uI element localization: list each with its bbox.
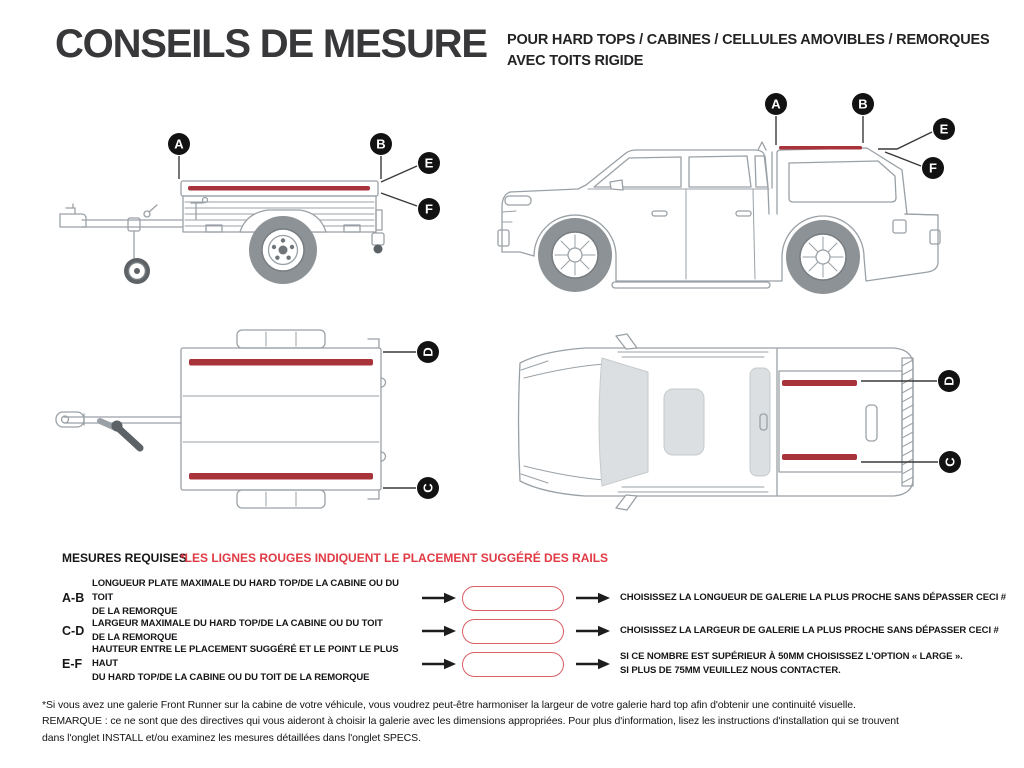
page-title: CONSEILS DE MESURE	[55, 22, 487, 66]
marker-b	[852, 93, 874, 115]
measurement-row-cd	[62, 615, 1006, 647]
measure-instruction: CHOISISSEZ LA LONGUEUR DE GALERIE LA PLUS PROCHE SANS DÉPASSER CECI #	[620, 591, 1006, 603]
rail-line-top-truck-c	[782, 454, 857, 460]
marker-c	[417, 477, 439, 499]
marker-b	[370, 133, 392, 155]
rail-line-side-trailer	[188, 186, 370, 191]
arrow-right-icon	[576, 592, 610, 604]
svg-text:B: B	[376, 136, 386, 152]
subtitle-line-1: POUR HARD TOPS / CABINES / CELLULES AMOVIBLES / REMORQUES	[507, 32, 990, 48]
measurement-value-field	[462, 619, 564, 644]
rail-line-top-trailer-d	[189, 359, 373, 366]
measure-id: C-D	[62, 624, 85, 638]
svg-text:A: A	[174, 136, 184, 152]
footnote-line-1: *Si vous avez une galerie Front Runner sur la cabine de votre véhicule, vous voudrez peut-être harmoniser la largeur de votre galerie hard top afin d'obtenir une continuité visuelle.	[42, 699, 856, 711]
marker-d	[417, 341, 439, 363]
arrow-right-icon	[422, 658, 456, 670]
measure-description: LONGUEUR PLATE MAXIMALE DU HARD TOP/DE LA CABINE OU DU TOIT DE LA REMORQUE	[92, 578, 399, 617]
marker-f	[922, 157, 944, 179]
rail-line-top-truck-d	[782, 380, 857, 386]
marker-e	[933, 118, 955, 140]
svg-text:E: E	[939, 121, 949, 137]
measure-description: HAUTEUR ENTRE LE PLACEMENT SUGGÉRÉ ET LE POINT LE PLUS HAUT DU HARD TOP/DE LA CABINE OU DU TOIT DE LA REMORQUE	[92, 644, 399, 683]
svg-text:D: D	[420, 347, 436, 357]
footnote	[42, 697, 1000, 746]
svg-text:C: C	[942, 457, 958, 467]
measure-instruction: CHOISISSEZ LA LARGEUR DE GALERIE LA PLUS PROCHE SANS DÉPASSER CECI #	[620, 624, 999, 636]
measurement-value-field	[462, 586, 564, 611]
truck-side-view	[498, 93, 955, 294]
footnote-line-3: dans l'onglet INSTALL et/ou examinez les mesures détaillées dans l'onglet SPECS.	[42, 731, 421, 744]
arrow-right-icon	[422, 625, 456, 637]
measure-description: LARGEUR MAXIMALE DU HARD TOP/DE LA CABINE OU DU TOIT DE LA REMORQUE	[92, 618, 383, 643]
svg-text:F: F	[425, 201, 433, 217]
marker-e	[418, 152, 440, 174]
svg-text:A: A	[771, 96, 781, 112]
svg-text:B: B	[858, 96, 868, 112]
arrow-right-icon	[576, 658, 610, 670]
rail-line-side-truck	[779, 146, 862, 150]
measure-instruction: SI CE NOMBRE EST SUPÉRIEUR À 50MM CHOISISSEZ L'OPTION « LARGE ». SI PLUS DE 75MM VEUILLEZ NOUS CONTACTER.	[620, 650, 963, 676]
svg-text:C: C	[420, 483, 436, 493]
trailer-side-view	[60, 133, 440, 284]
marker-c	[939, 451, 961, 473]
footnote-line-2: REMARQUE : ce ne sont que des directives qui vous aideront à choisir la galerie avec les dimensions appropriées. Pour plus d'information, lisez les instructions d'installation qui se trouvent	[42, 715, 899, 728]
measures-heading: MESURES REQUISES	[62, 551, 187, 565]
trailer-top-view	[56, 330, 439, 508]
marker-a	[765, 93, 787, 115]
red-lines-note: *LES LIGNES ROUGES INDIQUENT LE PLACEMENT SUGGÉRÉ DES RAILS	[180, 551, 609, 565]
truck-top-view	[519, 334, 962, 510]
arrow-right-icon	[422, 592, 456, 604]
measurement-row-ef	[62, 644, 1006, 683]
truck-front-wheel	[538, 218, 612, 292]
arrow-right-icon	[576, 625, 610, 637]
truck-rear-wheel	[786, 220, 860, 294]
svg-text:D: D	[941, 376, 957, 386]
marker-a	[168, 133, 190, 155]
rail-line-top-trailer-c	[189, 473, 373, 480]
svg-text:E: E	[424, 155, 434, 171]
marker-d	[938, 370, 960, 392]
measurement-value-field	[462, 652, 564, 677]
svg-text:F: F	[929, 160, 937, 176]
marker-f	[418, 198, 440, 220]
measure-id: A-B	[62, 591, 85, 605]
subtitle-line-2: AVEC TOITS RIGIDE	[507, 53, 644, 69]
measure-id: E-F	[62, 657, 83, 671]
measurement-row-ab	[62, 578, 1006, 617]
